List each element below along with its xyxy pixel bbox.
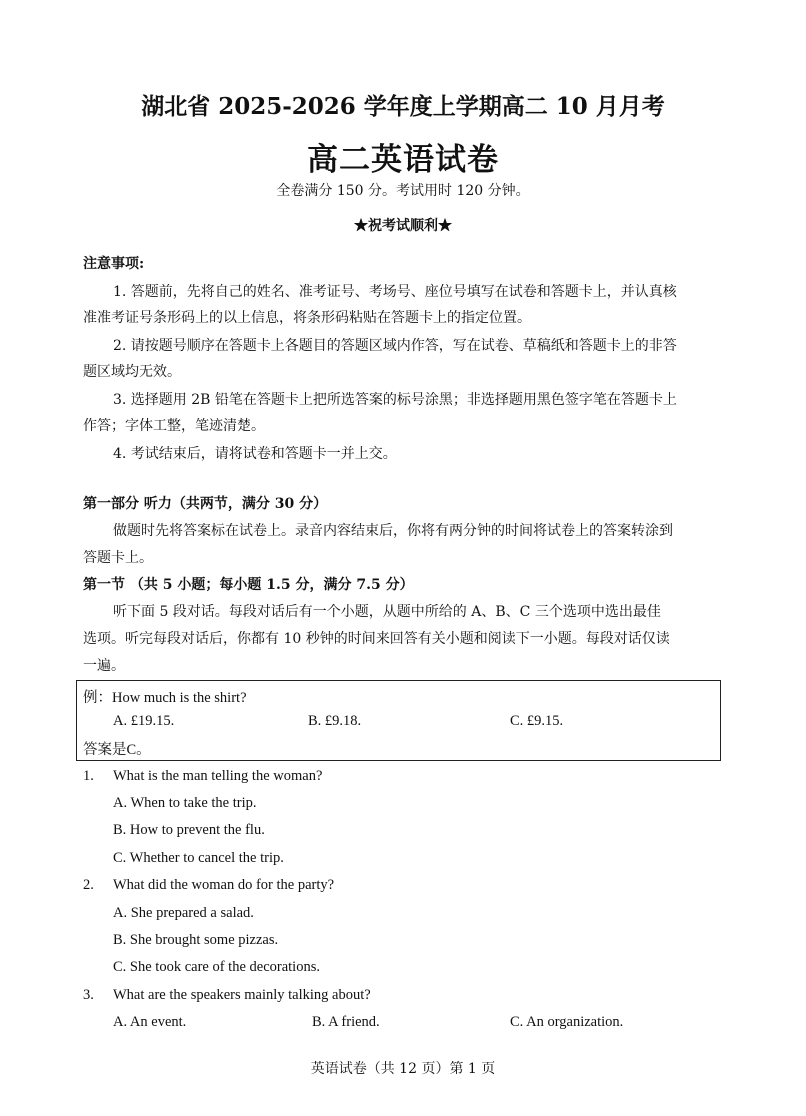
question-text: What are the speakers mainly talking about? (113, 987, 371, 1003)
section1-heading: 第一节 （共 5 小题；每小题 1.5 分，满分 7.5 分） (83, 577, 414, 593)
answer-option: C. An organization. (510, 1014, 624, 1030)
answer-option: A. An event. (113, 1014, 187, 1030)
example-option-a: A. £19.15. (113, 713, 175, 729)
question-text: What is the man telling the woman? (113, 768, 323, 784)
notice-item-1-line-1: 1. 答题前，先将自己的姓名、准考证号、考场号、座位号填写在试卷和答题卡上，并认真核 (113, 284, 677, 300)
answer-option: C. Whether to cancel the trip. (113, 850, 284, 866)
notice-item-2-line-2: 题区域均无效。 (83, 364, 181, 380)
question-text: What did the woman do for the party? (113, 877, 335, 893)
question-number: 3. (83, 987, 94, 1003)
page-footer: 英语试卷（共 12 页）第 1 页 (310, 1061, 496, 1077)
answer-option: B. A friend. (312, 1014, 380, 1030)
notice-item-1-line-2: 准准考证号条形码上的以上信息，将条形码粘贴在答题卡上的指定位置。 (83, 310, 531, 326)
section1-line-2: 选项。听完每段对话后，你都有 10 秒钟的时间来回答有关小题和阅读下一小题。每段对话仅读 (83, 631, 670, 647)
section1-line-1: 听下面 5 段对话。每段对话后有一个小题，从题中所给的 A、B、C 三个选项中选出最佳 (113, 604, 661, 620)
part1-intro-line-2: 答题卡上。 (83, 550, 153, 566)
notice-item-3-line-2: 作答；字体工整，笔迹清楚。 (83, 418, 265, 434)
good-luck-line: ★祝考试顺利★ (354, 218, 452, 234)
notice-title: 注意事项: (83, 256, 145, 272)
example-question: 例：How much is the shirt? (83, 690, 247, 706)
example-option-b: B. £9.18. (308, 713, 362, 729)
example-option-c: C. £9.15. (510, 713, 564, 729)
answer-option: A. She prepared a salad. (113, 905, 254, 921)
example-answer: 答案是C。 (83, 742, 151, 758)
notice-item-3-line-1: 3. 选择题用 2B 铅笔在答题卡上把所选答案的标号涂黑；非选择题用黑色签字笔在答题卡上 (113, 392, 677, 408)
answer-option: C. She took care of the decorations. (113, 959, 320, 975)
answer-option: B. How to prevent the flu. (113, 822, 265, 838)
notice-item-2-line-1: 2. 请按题号顺序在答题卡上各题目的答题区域内作答，写在试卷、草稿纸和答题卡上的非答 (113, 338, 677, 354)
part1-intro-line-1: 做题时先将答案标在试卷上。录音内容结束后，你将有两分钟的时间将试卷上的答案转涂到 (113, 523, 673, 539)
exam-title: 湖北省 2025-2026 学年度上学期高二 10 月月考 (141, 93, 665, 120)
score-info: 全卷满分 150 分。考试用时 120 分钟。 (276, 183, 530, 199)
subject-title: 高二英语试卷 (307, 142, 499, 178)
section1-line-3: 一遍。 (83, 658, 125, 674)
part1-heading: 第一部分 听力（共两节，满分 30 分） (83, 496, 328, 512)
notice-item-4: 4. 考试结束后，请将试卷和答题卡一并上交。 (113, 446, 397, 462)
question-number: 2. (83, 877, 94, 893)
answer-option: A. When to take the trip. (113, 795, 257, 811)
answer-option: B. She brought some pizzas. (113, 932, 279, 948)
question-number: 1. (83, 768, 94, 784)
